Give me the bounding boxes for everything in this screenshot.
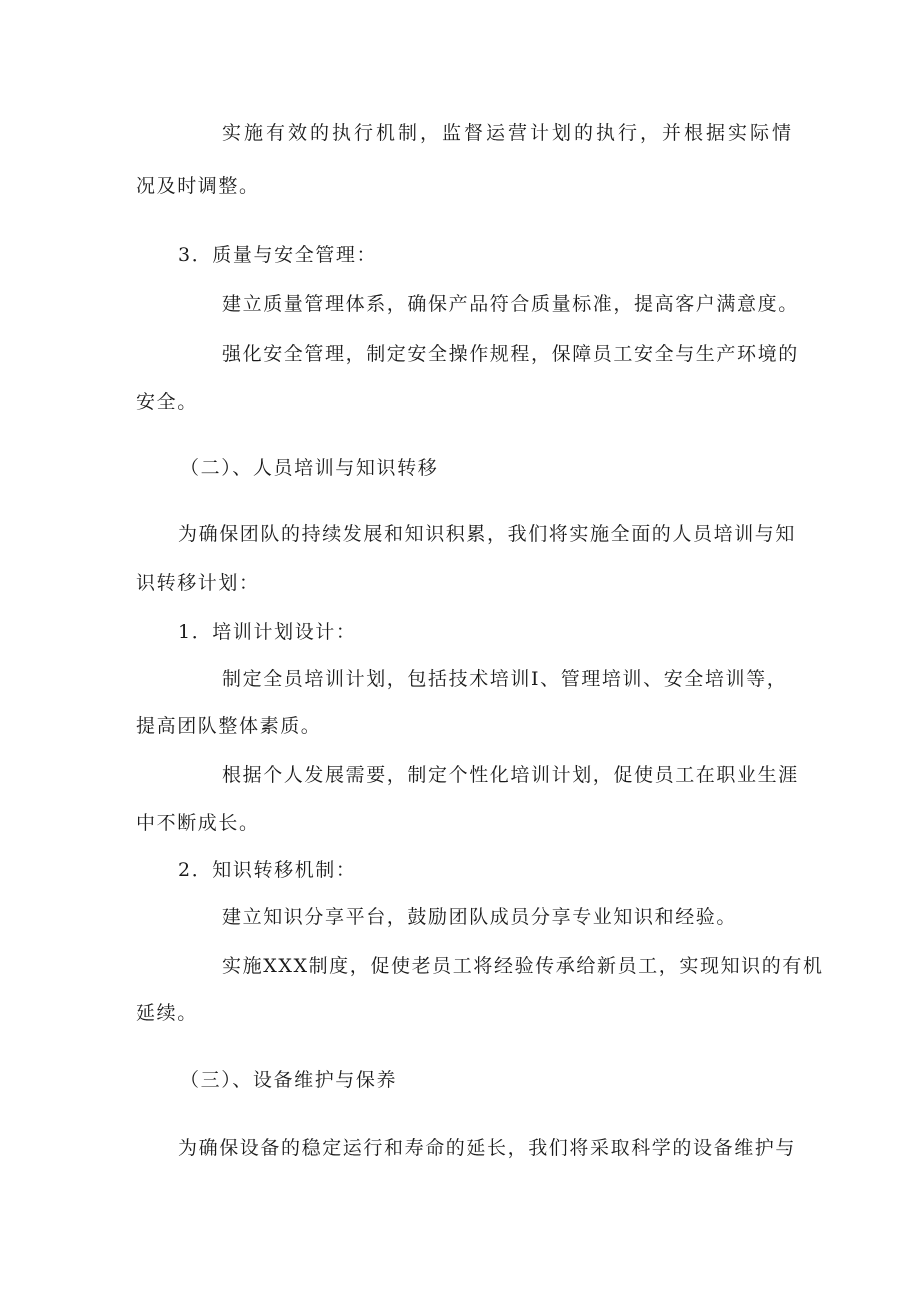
section-heading: （三）、设备维护与保养 bbox=[180, 1069, 398, 1091]
paragraph-line: 安全。 bbox=[136, 391, 198, 413]
paragraph-line: 提高团队整体素质。 bbox=[136, 715, 322, 737]
paragraph-line: 延续。 bbox=[136, 1002, 198, 1024]
paragraph-line: 根据个人发展需要，制定个性化培训计划，促使员工在职业生涯 bbox=[222, 764, 799, 786]
paragraph-line: 况及时调整。 bbox=[136, 175, 260, 197]
numbered-heading: 3．质量与安全管理： bbox=[178, 244, 378, 266]
paragraph-line: 建立质量管理体系，确保产品符合质量标准，提高客户满意度。 bbox=[222, 293, 799, 315]
paragraph-line: 为确保团队的持续发展和知识积累，我们将实施全面的人员培训与知 bbox=[178, 523, 797, 545]
paragraph-line: 实施有效的执行机制，监督运营计划的执行，并根据实际情 bbox=[222, 122, 795, 144]
section-heading: （二）、人员培训与知识转移 bbox=[180, 457, 439, 479]
numbered-heading: 1．培训计划设计： bbox=[178, 621, 357, 643]
paragraph-line: 制定全员培训计划，包括技术培训I、管理培训、安全培训等， bbox=[222, 668, 788, 690]
numbered-heading: 2．知识转移机制： bbox=[178, 859, 357, 881]
paragraph-line: 建立知识分享平台，鼓励团队成员分享专业知识和经验。 bbox=[222, 906, 738, 928]
paragraph-line: 为确保设备的稳定运行和寿命的延长，我们将采取科学的设备维护与 bbox=[178, 1137, 797, 1159]
paragraph-line: 实施XXX制度，促使老员工将经验传承给新员工，实现知识的有机 bbox=[222, 955, 824, 977]
paragraph-line: 中不断成长。 bbox=[136, 812, 260, 834]
paragraph-line: 强化安全管理，制定安全操作规程，保障员工安全与生产环境的 bbox=[222, 343, 799, 365]
paragraph-line: 识转移计划： bbox=[136, 572, 260, 594]
